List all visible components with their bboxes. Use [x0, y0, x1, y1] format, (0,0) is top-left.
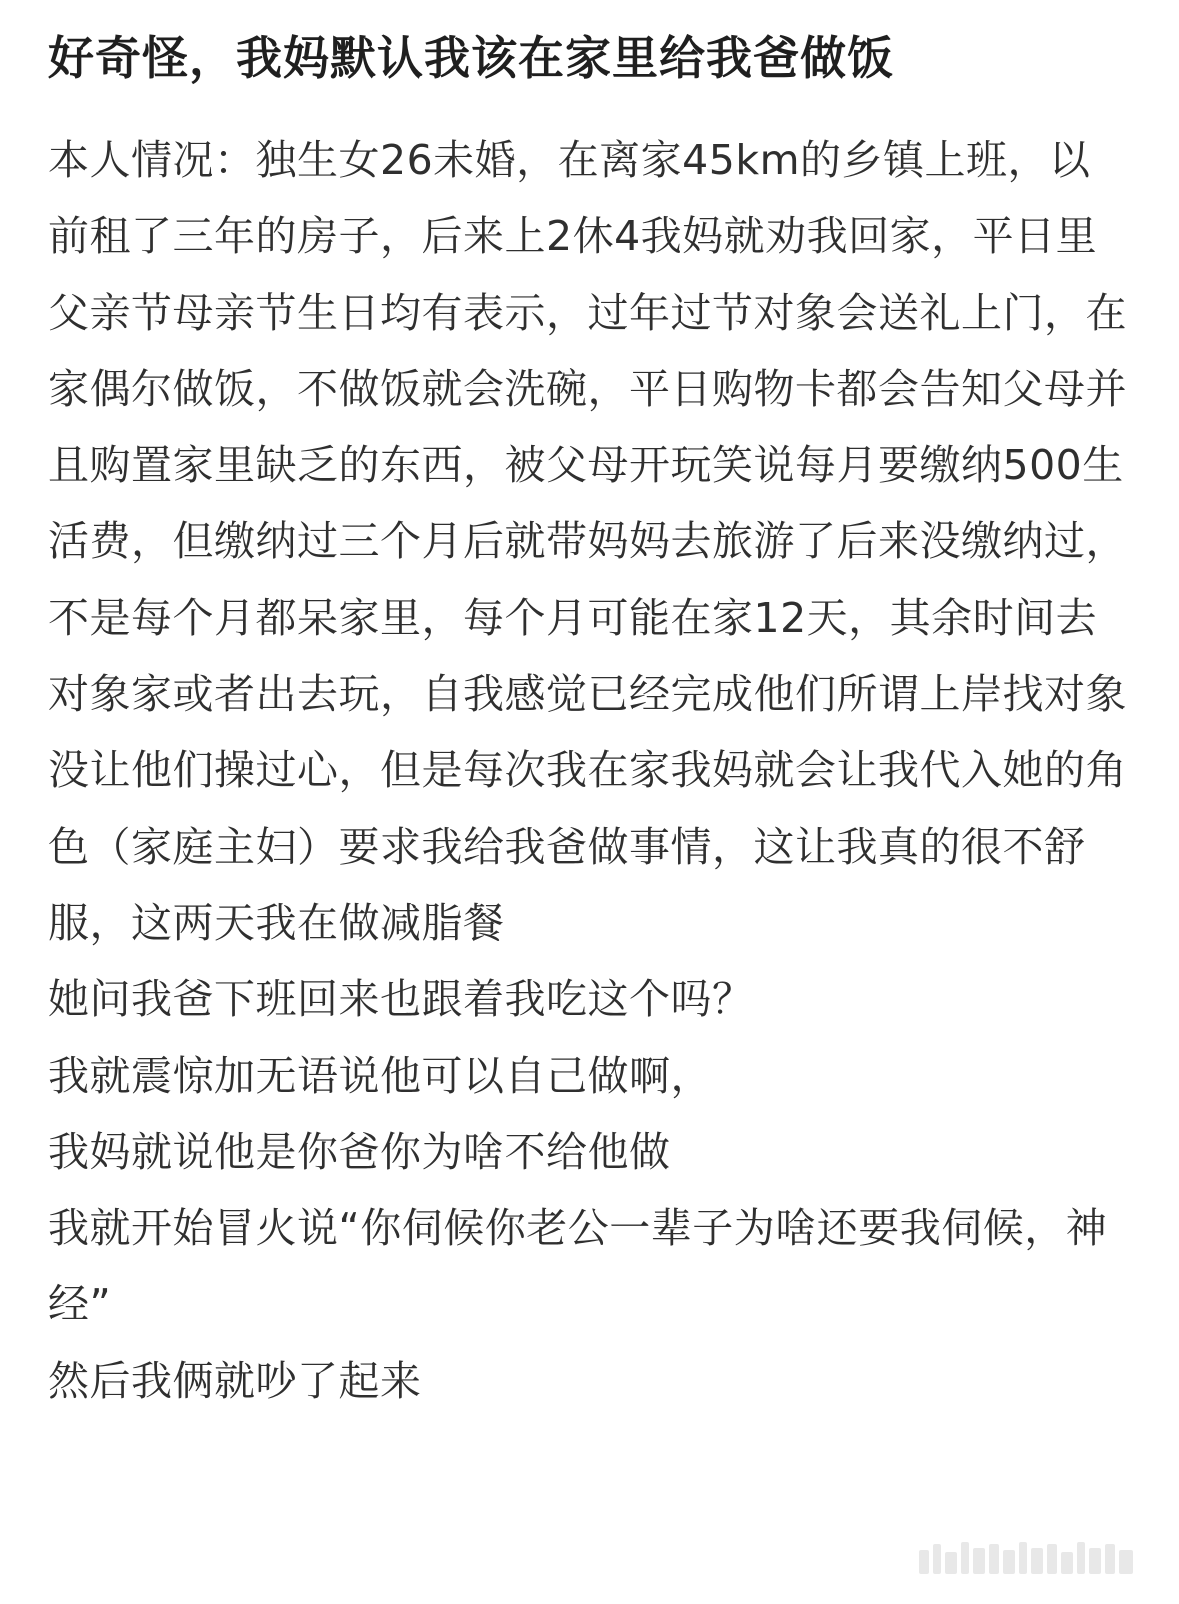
post-paragraph: 我就开始冒火说“你伺候你老公一辈子为啥还要我伺候，神经”: [48, 1204, 1108, 1329]
post-paragraph: 她问我爸下班回来也跟着我吃这个吗？: [48, 975, 754, 1024]
post-title: 好奇怪，我妈默认我该在家里给我爸做饭: [48, 31, 894, 85]
post-paragraph: 然后我俩就吵了起来: [48, 1356, 422, 1405]
post-paragraph: 本人情况：独生女26未婚，在离家45km的乡镇上班，以前租了三年的房子，后来上2休4我妈就劝我回家，平日里父亲节母亲节生日均有表示，过年过节对象会送礼上门，在家偶尔做饭，不做饭就会洗碗，平日购物卡都会告知父母并且购置家里缺乏的东西，被父母开玩笑说每月要缴纳500生活费，但缴纳过三个月后就带妈妈去旅游了后来没缴纳过，不是每个月都呆家里，每个月可能在家12天，其余时间去对象家或者出去玩，自我感觉已经完成他们所谓上岸找对象没让他们操过心，但是每次我在家我妈就会让我代入她的角色（家庭主妇）要求我给我爸做事情，这让我真的很不舒服，这两天我在做减脂餐: [48, 136, 1127, 947]
post-paragraph: 我妈就说他是你爸你为啥不给他做: [48, 1127, 671, 1176]
post-body: [48, 122, 1128, 1419]
watermark-icon: [919, 1536, 1139, 1580]
post-paragraph: 我就震惊加无语说他可以自己做啊，: [48, 1051, 712, 1100]
